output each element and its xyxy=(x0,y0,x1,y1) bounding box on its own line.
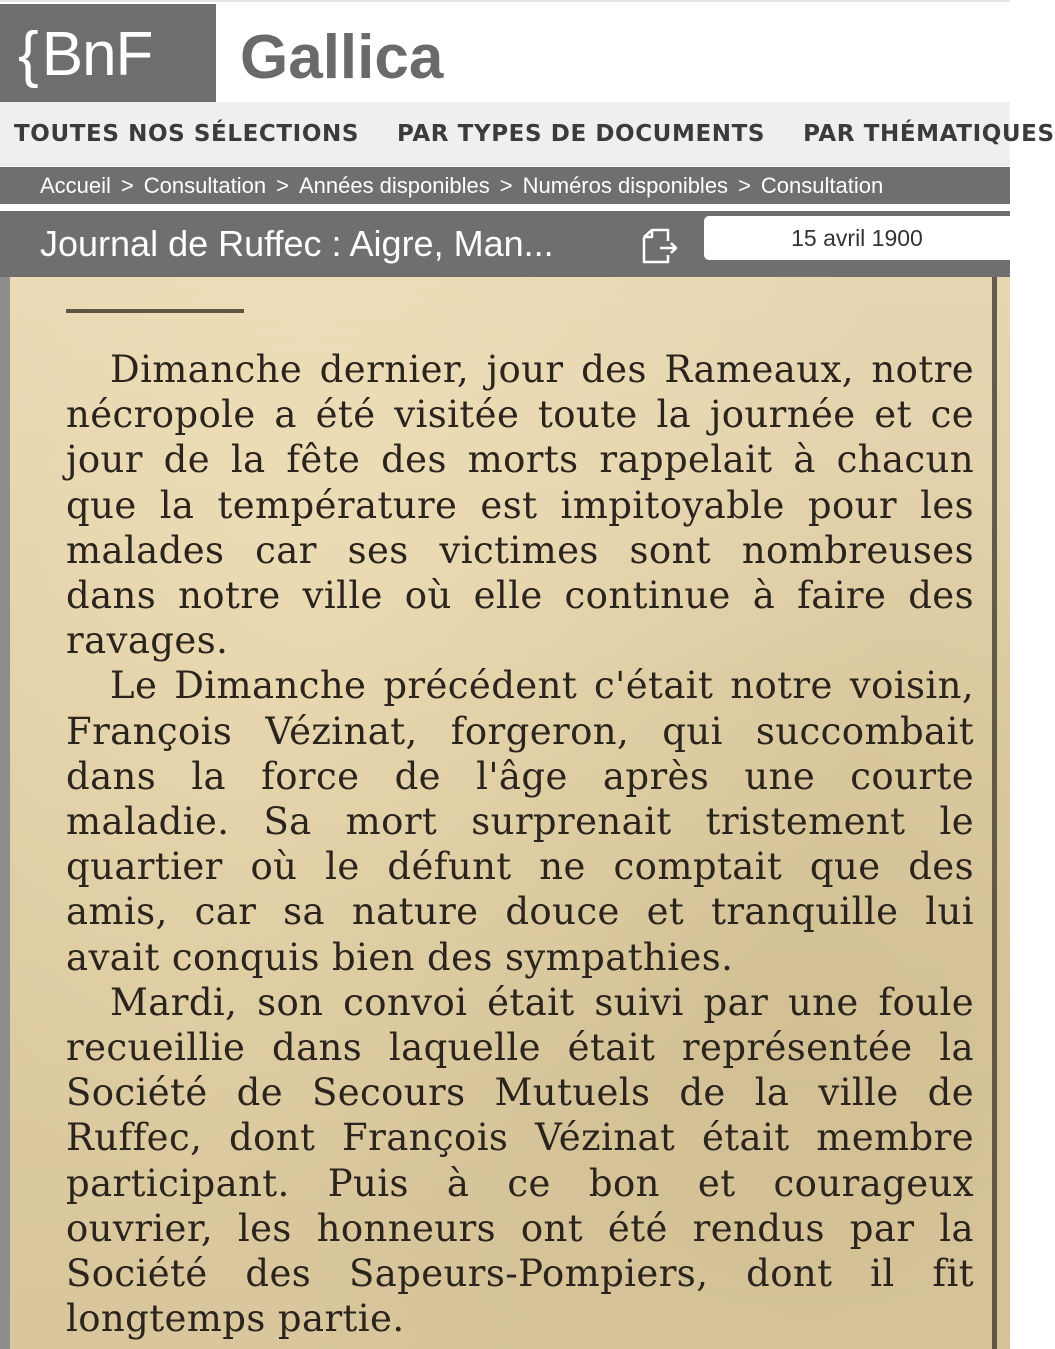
nav-item-selections[interactable]: TOUTES NOS SÉLECTIONS xyxy=(14,121,359,147)
article-text xyxy=(66,347,974,1341)
breadcrumb xyxy=(0,167,1010,204)
document-title: Journal de Ruffec : Aigre, Man... xyxy=(40,223,554,264)
bnf-logo-brace: { xyxy=(18,19,38,89)
breadcrumb-current: Consultation xyxy=(760,172,884,198)
newspaper-page xyxy=(10,277,1010,1349)
issue-date-selector[interactable]: 15 avril 1900 xyxy=(704,216,1010,260)
breadcrumb-consultation[interactable]: Consultation xyxy=(143,172,267,198)
bnf-logo-text: BnF xyxy=(41,19,153,89)
breadcrumb-home[interactable]: Accueil xyxy=(40,172,111,198)
document-title-bar xyxy=(0,211,1010,277)
nav-item-document-types[interactable]: PAR TYPES DE DOCUMENTS xyxy=(397,121,766,147)
article-paragraph: Mardi, son convoi était suivi par une foule recueillie dans laquelle était représentée la Société de Secours Mutuels de la ville de Ruffec, dont François Vézinat était membre participant. Puis à ce bon et courageux ouvrier, les honneurs ont été rendus par la Société des Sapeurs-Pompiers, dont il fit longtemps partie. xyxy=(66,980,974,1341)
nav-item-themes[interactable]: PAR THÉMATIQUES xyxy=(803,121,1055,147)
share-page-icon[interactable] xyxy=(640,227,680,265)
breadcrumb-separator: > xyxy=(738,172,751,198)
breadcrumb-available-years[interactable]: Années disponibles xyxy=(298,172,490,198)
main-nav xyxy=(0,102,1055,166)
column-separator-rule xyxy=(66,309,244,313)
divider xyxy=(0,204,1010,211)
breadcrumb-separator: > xyxy=(276,172,289,198)
column-border xyxy=(992,277,997,1349)
breadcrumb-separator: > xyxy=(499,172,513,198)
site-header xyxy=(0,0,1010,102)
viewer-scroll-gutter xyxy=(0,277,10,1349)
gallica-logo[interactable]: Gallica xyxy=(240,23,444,92)
breadcrumb-available-issues[interactable]: Numéros disponibles xyxy=(522,172,729,198)
bnf-logo[interactable] xyxy=(0,4,216,104)
document-viewer[interactable] xyxy=(0,277,1010,1349)
breadcrumb-separator: > xyxy=(120,172,134,198)
article-paragraph: Le Dimanche précédent c'était notre voisin, François Vézinat, forgeron, qui succombait dans la force de l'âge après une courte maladie. Sa mort surprenait tristement le quartier où le défunt ne comptait que des amis, car sa nature douce et tranquille lui avait conquis bien des sympathies. xyxy=(66,664,974,979)
article-paragraph: Dimanche dernier, jour des Rameaux, notre nécropole a été visitée toute la journée et ce jour de la fête des morts rappelait à chacun que la température est impitoyable pour les malades car ses victimes sont nombreuses dans notre ville où elle continue à faire des ravages. xyxy=(66,348,974,663)
